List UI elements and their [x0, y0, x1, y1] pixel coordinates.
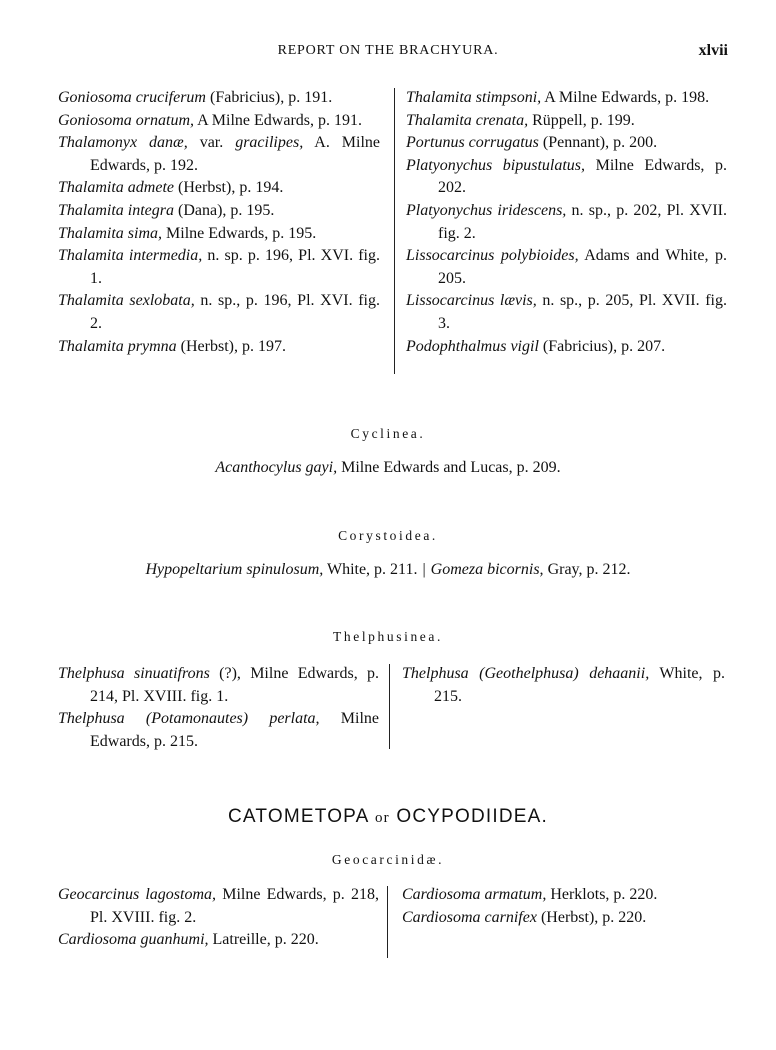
species-entry: Thalamita integra (Dana), p. 195. — [58, 201, 275, 219]
species-entry: Platyonychus iridescens, n. sp., p. 202, Pl. XVII. fig. 2. — [406, 201, 727, 242]
species-entry: Thalamita sima, Milne Edwards, p. 195. — [58, 224, 317, 242]
geocarcinidae-right-column — [402, 884, 725, 929]
species-entry: Thalamita intermedia, n. sp. p. 196, Pl. XVI. fig. 1. — [58, 247, 381, 287]
species-entry: Goniosoma ornatum, A Milne Edwards, p. 191. — [58, 111, 363, 129]
species-entry: Thalamonyx danæ, var. gracilipes, A. Milne Edwards, p. 192. — [58, 134, 381, 174]
species-entry: Lissocarcinus lævis, n. sp., p. 205, Pl. XVII. fig. 3. — [406, 292, 727, 332]
species-entry: Geocarcinus lagostoma, Milne Edwards, p. 218, Pl. XVIII. fig. 2. — [58, 886, 379, 926]
column-divider — [394, 88, 395, 374]
section-heading-cyclinea: Cyclinea. — [350, 426, 426, 441]
species-entry: Thelphusa (Geothelphusa) dehaanii, White, p. 215. — [402, 665, 725, 705]
species-entry: Thalamita crenata, Rüppell, p. 199. — [406, 111, 635, 129]
page-number: xlvii — [698, 42, 728, 59]
species-entry: Thalamita stimpsoni, A Milne Edwards, p. 198. — [406, 89, 710, 106]
species-entry: Goniosoma cruciferum (Fabricius), p. 191. — [58, 89, 333, 106]
species-entry: Cardiosoma carnifex (Herbst), p. 220. — [402, 908, 647, 926]
species-entry: Lissocarcinus polybioides, Adams and White, p. 205. — [406, 247, 727, 287]
top-left-column — [58, 87, 380, 358]
geocarcinidae-left-column — [58, 884, 379, 952]
thelphusinea-right-column — [402, 663, 725, 708]
section-heading-corystoidea: Corystoidea. — [338, 528, 438, 543]
species-entry: Cardiosoma armatum, Herklots, p. 220. — [402, 886, 658, 903]
species-entry: Cardiosoma guanhumi, Latreille, p. 220. — [58, 931, 319, 949]
species-entry: Portunus corrugatus (Pennant), p. 200. — [406, 134, 658, 152]
running-header: REPORT ON THE BRACHYURA. — [277, 43, 499, 58]
species-entry: Thelphusa (Potamonautes) perlata, Milne Edwards, p. 215. — [58, 710, 380, 750]
species-entry: Thalamita admete (Herbst), p. 194. — [58, 179, 284, 197]
column-divider — [387, 886, 388, 958]
cyclinea-entry: Acanthocylus gayi, Milne Edwards and Lucas, p. 209. — [215, 459, 561, 476]
species-entry: Podophthalmus vigil (Fabricius), p. 207. — [406, 337, 666, 355]
section-heading-geocarcinidae: Geocarcinidæ. — [331, 852, 445, 867]
species-entry: Thelphusa sinuatifrons (?), Milne Edwards, p. 214, Pl. XVIII. fig. 1. — [58, 665, 379, 705]
section-heading-thelphusinea: Thelphusinea. — [333, 629, 443, 644]
major-heading-catometopa: CATOMETOPA or OCYPODIIDEA. — [228, 806, 548, 827]
thelphusinea-left-column — [58, 663, 379, 753]
corystoidea-entries: Hypopeltarium spinulosum, White, p. 211. | Gomeza bicornis, Gray, p. 212. — [145, 561, 631, 578]
species-entry: Platyonychus bipustulatus, Milne Edwards, p. 202. — [406, 156, 728, 197]
column-divider — [389, 664, 390, 749]
top-right-column — [406, 87, 727, 358]
species-entry: Thalamita prymna (Herbst), p. 197. — [58, 337, 286, 355]
species-entry: Thalamita sexlobata, n. sp., p. 196, Pl. XVI. fig. 2. — [58, 292, 381, 332]
